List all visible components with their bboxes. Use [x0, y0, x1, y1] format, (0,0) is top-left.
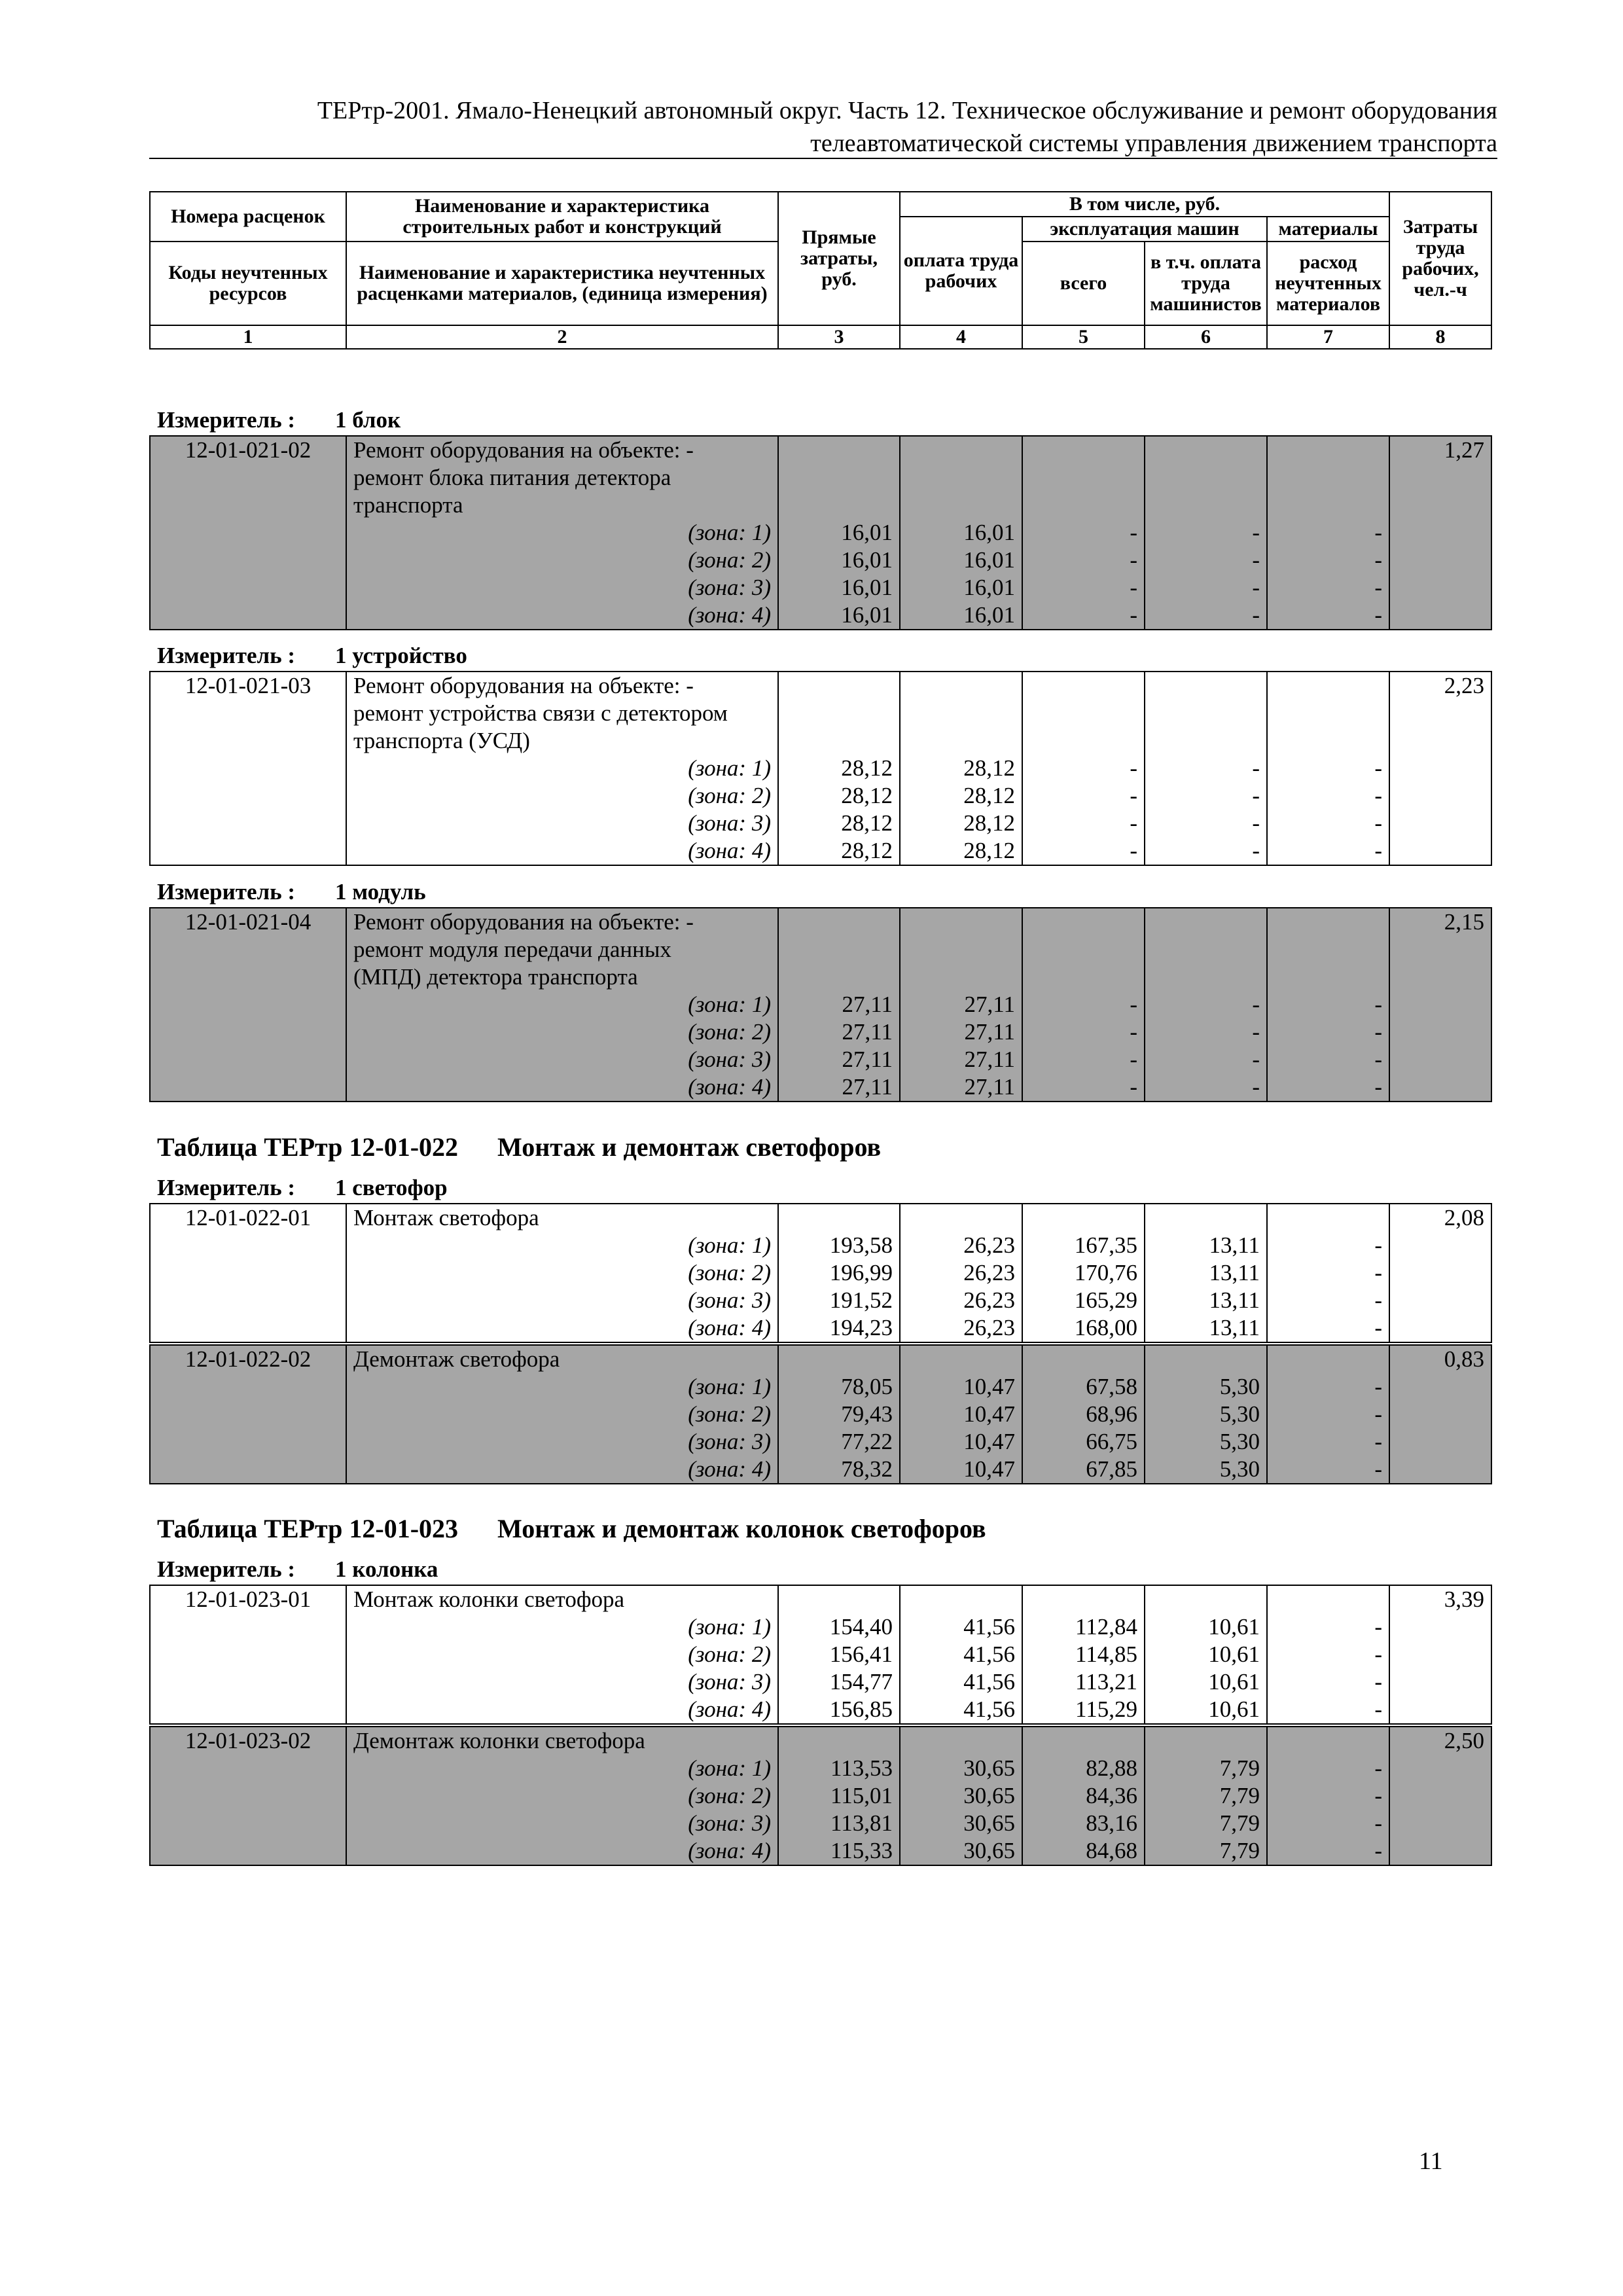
rate-name-line: ремонт устройства связи с детектором — [346, 700, 778, 727]
materials: - — [1267, 574, 1389, 601]
zone-label: (зона: 3) — [346, 1668, 778, 1696]
machines-total: - — [1022, 991, 1145, 1018]
rate-code: 12-01-021-03 — [150, 672, 346, 700]
direct-cost: 27,11 — [778, 1073, 900, 1102]
direct-cost: 27,11 — [778, 1018, 900, 1046]
worker-pay: 30,65 — [900, 1755, 1022, 1782]
rate-table — [149, 671, 1492, 866]
materials: - — [1267, 1641, 1389, 1668]
machines-total: 114,85 — [1022, 1641, 1145, 1668]
direct-cost: 156,41 — [778, 1641, 900, 1668]
rate-name-line: Монтаж светофора — [346, 1204, 778, 1232]
header-worker-pay: оплата труда рабочих — [900, 217, 1022, 325]
direct-cost: 194,23 — [778, 1314, 900, 1342]
worker-pay: 16,01 — [900, 519, 1022, 547]
rate-table — [149, 435, 1492, 630]
materials: - — [1267, 1456, 1389, 1484]
header-operator-pay: в т.ч. оплата труда машинистов — [1145, 242, 1267, 325]
operator-pay: 13,11 — [1145, 1259, 1267, 1287]
zone-label: (зона: 3) — [346, 1046, 778, 1073]
measure-unit: 1 светофор — [335, 1175, 448, 1200]
col-num-5: 5 — [1022, 325, 1145, 349]
measure-unit: 1 колонка — [335, 1556, 438, 1582]
worker-pay: 26,23 — [900, 1259, 1022, 1287]
labor-hours: 2,23 — [1389, 672, 1491, 700]
materials: - — [1267, 1046, 1389, 1073]
direct-cost: 193,58 — [778, 1232, 900, 1259]
rate-code: 12-01-023-02 — [150, 1727, 346, 1755]
rate-code: 12-01-023-01 — [150, 1585, 346, 1613]
direct-cost: 113,81 — [778, 1810, 900, 1837]
header-rule — [149, 158, 1497, 159]
materials: - — [1267, 991, 1389, 1018]
direct-cost: 191,52 — [778, 1287, 900, 1314]
materials: - — [1267, 1428, 1389, 1456]
operator-pay: - — [1145, 1073, 1267, 1102]
direct-cost: 16,01 — [778, 547, 900, 574]
table-title — [157, 1132, 882, 1162]
labor-hours: 0,83 — [1389, 1345, 1491, 1373]
materials: - — [1267, 1232, 1389, 1259]
col-num-4: 4 — [900, 325, 1022, 349]
zone-label: (зона: 3) — [346, 574, 778, 601]
direct-cost: 27,11 — [778, 1046, 900, 1073]
zone-label: (зона: 2) — [346, 1641, 778, 1668]
zone-label: (зона: 4) — [346, 1696, 778, 1724]
operator-pay: - — [1145, 810, 1267, 837]
worker-pay: 16,01 — [900, 574, 1022, 601]
rate-name-line: ремонт модуля передачи данных — [346, 936, 778, 963]
worker-pay: 27,11 — [900, 1073, 1022, 1102]
worker-pay: 30,65 — [900, 1782, 1022, 1810]
operator-pay: 5,30 — [1145, 1373, 1267, 1401]
worker-pay: 26,23 — [900, 1287, 1022, 1314]
operator-pay: - — [1145, 1018, 1267, 1046]
machines-total: - — [1022, 574, 1145, 601]
materials: - — [1267, 1401, 1389, 1428]
table-number: Таблица ТЕРтр 12-01-022 — [157, 1132, 459, 1162]
machines-total: 115,29 — [1022, 1696, 1145, 1724]
measure-label: Измеритель : — [157, 1175, 296, 1200]
rate-table — [149, 1203, 1492, 1343]
measure-unit: 1 блок — [335, 407, 401, 433]
operator-pay: 5,30 — [1145, 1428, 1267, 1456]
zone-label: (зона: 1) — [346, 1613, 778, 1641]
direct-cost: 27,11 — [778, 991, 900, 1018]
direct-cost: 154,77 — [778, 1668, 900, 1696]
zone-label: (зона: 1) — [346, 755, 778, 782]
direct-cost: 79,43 — [778, 1401, 900, 1428]
operator-pay: 5,30 — [1145, 1456, 1267, 1484]
materials: - — [1267, 547, 1389, 574]
worker-pay: 27,11 — [900, 1018, 1022, 1046]
table-title — [157, 1514, 986, 1544]
operator-pay: - — [1145, 1046, 1267, 1073]
zone-label: (зона: 2) — [346, 782, 778, 810]
rate-name-line: (МПД) детектора транспорта — [346, 963, 778, 991]
worker-pay: 41,56 — [900, 1668, 1022, 1696]
materials: - — [1267, 1373, 1389, 1401]
direct-cost: 113,53 — [778, 1755, 900, 1782]
worker-pay: 26,23 — [900, 1232, 1022, 1259]
worker-pay: 16,01 — [900, 547, 1022, 574]
machines-total: - — [1022, 1046, 1145, 1073]
direct-cost: 16,01 — [778, 519, 900, 547]
header-labor-costs: Затраты труда рабочих, чел.-ч — [1389, 192, 1491, 325]
operator-pay: 7,79 — [1145, 1755, 1267, 1782]
rate-name-line: ремонт блока питания детектора — [346, 464, 778, 492]
materials: - — [1267, 837, 1389, 865]
materials: - — [1267, 1287, 1389, 1314]
operator-pay: 5,30 — [1145, 1401, 1267, 1428]
operator-pay: - — [1145, 519, 1267, 547]
direct-cost: 77,22 — [778, 1428, 900, 1456]
measure-label: Измеритель : — [157, 643, 296, 668]
worker-pay: 10,47 — [900, 1456, 1022, 1484]
rate-table — [149, 1726, 1492, 1866]
rate-name-line: Монтаж колонки светофора — [346, 1585, 778, 1613]
direct-cost: 115,01 — [778, 1782, 900, 1810]
running-header-line1: ТЕРтр-2001. Ямало-Ненецкий автономный округ. Часть 12. Техническое обслуживание и ремонт оборудования — [317, 97, 1497, 124]
operator-pay: 10,61 — [1145, 1641, 1267, 1668]
operator-pay: 10,61 — [1145, 1668, 1267, 1696]
direct-cost: 115,33 — [778, 1837, 900, 1865]
direct-cost: 156,85 — [778, 1696, 900, 1724]
rate-name-line: транспорта — [346, 492, 778, 519]
direct-cost: 16,01 — [778, 601, 900, 630]
direct-cost: 28,12 — [778, 755, 900, 782]
machines-total: - — [1022, 601, 1145, 630]
materials: - — [1267, 782, 1389, 810]
zone-label: (зона: 3) — [346, 1428, 778, 1456]
worker-pay: 27,11 — [900, 991, 1022, 1018]
zone-label: (зона: 2) — [346, 1259, 778, 1287]
direct-cost: 196,99 — [778, 1259, 900, 1287]
materials: - — [1267, 1810, 1389, 1837]
col-num-8: 8 — [1389, 325, 1491, 349]
materials: - — [1267, 1314, 1389, 1342]
measure-unit: 1 устройство — [335, 643, 467, 668]
worker-pay: 41,56 — [900, 1641, 1022, 1668]
worker-pay: 28,12 — [900, 782, 1022, 810]
worker-pay: 16,01 — [900, 601, 1022, 630]
header-machine-operation: эксплуатация машин — [1022, 217, 1267, 242]
worker-pay: 41,56 — [900, 1696, 1022, 1724]
operator-pay: - — [1145, 837, 1267, 865]
worker-pay: 10,47 — [900, 1373, 1022, 1401]
col-num-1: 1 — [150, 325, 346, 349]
zone-label: (зона: 4) — [346, 837, 778, 865]
operator-pay: - — [1145, 574, 1267, 601]
zone-label: (зона: 2) — [346, 547, 778, 574]
rate-table — [149, 907, 1492, 1102]
materials: - — [1267, 1613, 1389, 1641]
worker-pay: 30,65 — [900, 1837, 1022, 1865]
zone-label: (зона: 4) — [346, 1314, 778, 1342]
header-work-name: Наименование и характеристика строительных работ и конструкций — [346, 192, 778, 242]
rate-name-line: Ремонт оборудования на объекте: - — [346, 436, 778, 464]
rate-code: 12-01-021-02 — [150, 436, 346, 464]
table-number: Таблица ТЕРтр 12-01-023 — [157, 1514, 459, 1543]
zone-label: (зона: 2) — [346, 1782, 778, 1810]
header-direct-costs: Прямые затраты, руб. — [778, 192, 900, 325]
rate-table — [149, 1585, 1492, 1725]
measure-unit: 1 модуль — [335, 879, 426, 905]
zone-label: (зона: 3) — [346, 1287, 778, 1314]
header-materials: материалы — [1267, 217, 1389, 242]
materials: - — [1267, 1755, 1389, 1782]
materials: - — [1267, 1696, 1389, 1724]
measure-row — [157, 1556, 438, 1583]
measure-row — [157, 643, 467, 669]
rate-code: 12-01-022-01 — [150, 1204, 346, 1232]
zone-label: (зона: 1) — [346, 991, 778, 1018]
column-header-table — [149, 191, 1492, 350]
operator-pay: - — [1145, 547, 1267, 574]
measure-label: Измеритель : — [157, 879, 296, 905]
labor-hours: 2,15 — [1389, 908, 1491, 936]
operator-pay: - — [1145, 782, 1267, 810]
col-num-3: 3 — [778, 325, 900, 349]
rate-name-line: Ремонт оборудования на объекте: - — [346, 672, 778, 700]
machines-total: - — [1022, 547, 1145, 574]
direct-cost: 28,12 — [778, 782, 900, 810]
worker-pay: 28,12 — [900, 837, 1022, 865]
machines-total: - — [1022, 755, 1145, 782]
zone-label: (зона: 2) — [346, 1018, 778, 1046]
machines-total: - — [1022, 782, 1145, 810]
rate-code: 12-01-021-04 — [150, 908, 346, 936]
measure-row — [157, 1175, 448, 1201]
zone-label: (зона: 4) — [346, 1456, 778, 1484]
machines-total: 83,16 — [1022, 1810, 1145, 1837]
machines-total: 67,85 — [1022, 1456, 1145, 1484]
worker-pay: 26,23 — [900, 1314, 1022, 1342]
zone-label: (зона: 1) — [346, 1232, 778, 1259]
machines-total: 113,21 — [1022, 1668, 1145, 1696]
worker-pay: 30,65 — [900, 1810, 1022, 1837]
header-material-consumption: расход неучтенных материалов — [1267, 242, 1389, 325]
materials: - — [1267, 601, 1389, 630]
materials: - — [1267, 519, 1389, 547]
machines-total: - — [1022, 1073, 1145, 1102]
measure-row — [157, 879, 426, 905]
materials: - — [1267, 1837, 1389, 1865]
direct-cost: 28,12 — [778, 810, 900, 837]
rate-code: 12-01-022-02 — [150, 1345, 346, 1373]
direct-cost: 78,05 — [778, 1373, 900, 1401]
materials: - — [1267, 1073, 1389, 1102]
worker-pay: 28,12 — [900, 810, 1022, 837]
materials: - — [1267, 1782, 1389, 1810]
rate-name-line: Ремонт оборудования на объекте: - — [346, 908, 778, 936]
worker-pay: 27,11 — [900, 1046, 1022, 1073]
operator-pay: - — [1145, 601, 1267, 630]
header-including: В том числе, руб. — [900, 192, 1389, 217]
worker-pay: 10,47 — [900, 1428, 1022, 1456]
machines-total: - — [1022, 810, 1145, 837]
direct-cost: 28,12 — [778, 837, 900, 865]
machines-total: 66,75 — [1022, 1428, 1145, 1456]
zone-label: (зона: 1) — [346, 519, 778, 547]
operator-pay: 7,79 — [1145, 1782, 1267, 1810]
rate-name-line: Демонтаж светофора — [346, 1345, 778, 1373]
machines-total: 168,00 — [1022, 1314, 1145, 1342]
labor-hours: 3,39 — [1389, 1585, 1491, 1613]
machines-total: 84,68 — [1022, 1837, 1145, 1865]
operator-pay: 7,79 — [1145, 1837, 1267, 1865]
operator-pay: 13,11 — [1145, 1287, 1267, 1314]
worker-pay: 10,47 — [900, 1401, 1022, 1428]
operator-pay: 10,61 — [1145, 1696, 1267, 1724]
header-material-names: Наименование и характеристика неучтенных расценками материалов, (единица измерения) — [346, 242, 778, 325]
machines-total: 84,36 — [1022, 1782, 1145, 1810]
materials: - — [1267, 810, 1389, 837]
operator-pay: 13,11 — [1145, 1232, 1267, 1259]
materials: - — [1267, 755, 1389, 782]
operator-pay: 10,61 — [1145, 1613, 1267, 1641]
measure-label: Измеритель : — [157, 407, 296, 433]
labor-hours: 1,27 — [1389, 436, 1491, 464]
direct-cost: 154,40 — [778, 1613, 900, 1641]
running-header-line2: телеавтоматической системы управления движением транспорта — [810, 130, 1497, 157]
zone-label: (зона: 3) — [346, 1810, 778, 1837]
machines-total: 82,88 — [1022, 1755, 1145, 1782]
zone-label: (зона: 4) — [346, 1837, 778, 1865]
direct-cost: 78,32 — [778, 1456, 900, 1484]
header-machines-total: всего — [1022, 242, 1145, 325]
rate-name-line: Демонтаж колонки светофора — [346, 1727, 778, 1755]
table-name: Монтаж и демонтаж колонок светофоров — [497, 1514, 986, 1543]
worker-pay: 28,12 — [900, 755, 1022, 782]
direct-cost: 16,01 — [778, 574, 900, 601]
labor-hours: 2,50 — [1389, 1727, 1491, 1755]
materials: - — [1267, 1018, 1389, 1046]
worker-pay: 41,56 — [900, 1613, 1022, 1641]
operator-pay: - — [1145, 755, 1267, 782]
labor-hours: 2,08 — [1389, 1204, 1491, 1232]
col-num-7: 7 — [1267, 325, 1389, 349]
zone-label: (зона: 3) — [346, 810, 778, 837]
zone-label: (зона: 1) — [346, 1373, 778, 1401]
machines-total: 167,35 — [1022, 1232, 1145, 1259]
materials: - — [1267, 1259, 1389, 1287]
machines-total: 165,29 — [1022, 1287, 1145, 1314]
machines-total: 170,76 — [1022, 1259, 1145, 1287]
col-num-2: 2 — [346, 325, 778, 349]
rate-table — [149, 1344, 1492, 1484]
measure-label: Измеритель : — [157, 1556, 296, 1582]
machines-total: - — [1022, 1018, 1145, 1046]
machines-total: 68,96 — [1022, 1401, 1145, 1428]
col-num-6: 6 — [1145, 325, 1267, 349]
table-name: Монтаж и демонтаж светофоров — [497, 1132, 882, 1162]
machines-total: - — [1022, 519, 1145, 547]
operator-pay: - — [1145, 991, 1267, 1018]
zone-label: (зона: 4) — [346, 1073, 778, 1102]
machines-total: - — [1022, 837, 1145, 865]
operator-pay: 13,11 — [1145, 1314, 1267, 1342]
rate-name-line: транспорта (УСД) — [346, 727, 778, 755]
machines-total: 112,84 — [1022, 1613, 1145, 1641]
measure-row — [157, 407, 401, 433]
header-resource-codes: Коды неучтенных ресурсов — [150, 242, 346, 325]
machines-total: 67,58 — [1022, 1373, 1145, 1401]
header-rate-numbers: Номера расценок — [150, 192, 346, 242]
zone-label: (зона: 2) — [346, 1401, 778, 1428]
zone-label: (зона: 4) — [346, 601, 778, 630]
zone-label: (зона: 1) — [346, 1755, 778, 1782]
page-number: 11 — [1419, 2147, 1443, 2175]
operator-pay: 7,79 — [1145, 1810, 1267, 1837]
materials: - — [1267, 1668, 1389, 1696]
